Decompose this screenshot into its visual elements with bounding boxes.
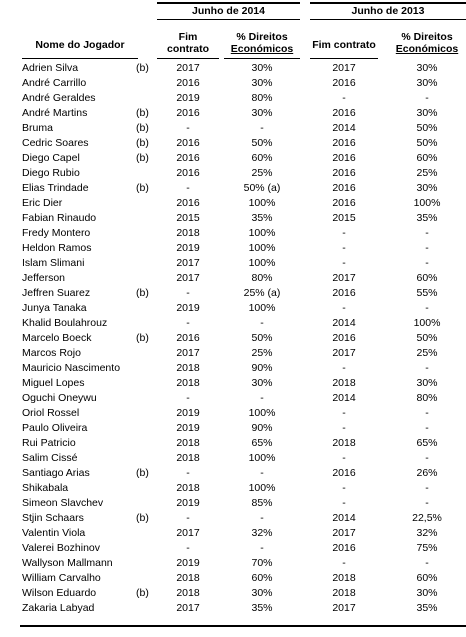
player-name: Simeon Slavchev xyxy=(22,497,104,509)
table-bottom-rule xyxy=(20,625,466,627)
player-name: Wilson Eduardo xyxy=(22,587,97,599)
player-name: Fabian Rinaudo xyxy=(22,212,97,224)
econ-rights-2013: - xyxy=(425,482,429,494)
contract-end-2014: 2018 xyxy=(176,362,200,374)
contract-end-2013: - xyxy=(342,497,346,509)
econ-rights-2013: - xyxy=(425,362,429,374)
player-name: Fredy Montero xyxy=(22,227,91,239)
column-header-econ-rights-2013 xyxy=(388,31,466,55)
contract-end-2014: 2016 xyxy=(176,107,200,119)
player-name: Rui Patricio xyxy=(22,437,76,449)
table-row xyxy=(0,376,466,391)
note-marker: (b) xyxy=(136,182,149,194)
table-row xyxy=(0,106,466,121)
note-marker: (b) xyxy=(136,332,149,344)
econ-rights-2014: 65% xyxy=(251,437,273,449)
contract-end-2014: 2015 xyxy=(176,212,200,224)
contract-end-2013: 2018 xyxy=(332,572,356,584)
table-row xyxy=(0,166,466,181)
table-row xyxy=(0,571,466,586)
header-bottom-rule-name xyxy=(22,58,138,59)
econ-rights-2013: 25% xyxy=(416,167,438,179)
econ-rights-2014: 80% xyxy=(251,272,273,284)
column-header-contract-end-2013: Fim contrato xyxy=(312,39,376,51)
player-name: Zakaria Labyad xyxy=(22,602,95,614)
note-marker: (b) xyxy=(136,287,149,299)
contract-end-2013: 2016 xyxy=(332,167,356,179)
table-row xyxy=(0,526,466,541)
econ-rights-2013: - xyxy=(425,242,429,254)
column-header-econ-rights-2014 xyxy=(224,31,300,55)
table-row xyxy=(0,61,466,76)
contract-end-2014: 2016 xyxy=(176,167,200,179)
econ-rights-2013: 30% xyxy=(416,182,438,194)
econ-rights-2013: 30% xyxy=(416,377,438,389)
contract-end-2013: 2016 xyxy=(332,542,356,554)
econ-rights-2013: 30% xyxy=(416,587,438,599)
player-name: Jefferson xyxy=(22,272,65,284)
note-marker: (b) xyxy=(136,122,149,134)
contract-end-2014: 2017 xyxy=(176,347,200,359)
contract-end-2014: 2017 xyxy=(176,527,200,539)
contract-end-2013: 2017 xyxy=(332,347,356,359)
econ-rights-2014: 100% xyxy=(248,452,276,464)
econ-rights-2013: 65% xyxy=(416,437,438,449)
player-name: Khalid Boulahrouz xyxy=(22,317,108,329)
contract-end-2013: - xyxy=(342,227,346,239)
econ-rights-2014: 25% xyxy=(251,347,273,359)
contract-end-2014: 2017 xyxy=(176,602,200,614)
econ-rights-2014: - xyxy=(260,542,264,554)
econ-rights-2013: 30% xyxy=(416,107,438,119)
econ-rights-2013: 26% xyxy=(416,467,438,479)
table-row xyxy=(0,316,466,331)
player-name: André Carrillo xyxy=(22,77,87,89)
econ-rights-2013: - xyxy=(425,422,429,434)
note-marker: (b) xyxy=(136,62,149,74)
player-name: Eric Dier xyxy=(22,197,63,209)
contract-end-2013: - xyxy=(342,557,346,569)
player-name: Stjin Schaars xyxy=(22,512,84,524)
contract-end-2014: - xyxy=(186,392,190,404)
table-row xyxy=(0,601,466,616)
header-bottom-rule-fim-2014 xyxy=(157,58,219,59)
econ-rights-2013: 60% xyxy=(416,572,438,584)
contract-end-2013: 2016 xyxy=(332,182,356,194)
player-name: Diego Rubio xyxy=(22,167,80,179)
econ-rights-2013: - xyxy=(425,557,429,569)
econ-rights-2014: 30% xyxy=(251,77,273,89)
econ-rights-2014: 50% xyxy=(251,332,273,344)
table-row xyxy=(0,151,466,166)
contract-end-2013: - xyxy=(342,482,346,494)
contract-end-2013: - xyxy=(342,422,346,434)
contract-end-2013: 2016 xyxy=(332,287,356,299)
player-name: Junya Tanaka xyxy=(22,302,87,314)
contract-end-2013: - xyxy=(342,407,346,419)
table-row xyxy=(0,271,466,286)
contract-end-2013: 2016 xyxy=(332,467,356,479)
note-marker: (b) xyxy=(136,587,149,599)
econ-rights-2014: 50% (a) xyxy=(243,182,281,194)
contract-end-2013: - xyxy=(342,302,346,314)
econ-rights-2014: 25% xyxy=(251,167,273,179)
contract-end-2014: - xyxy=(186,182,190,194)
contract-end-2013: 2016 xyxy=(332,107,356,119)
contract-end-2014: 2019 xyxy=(176,242,200,254)
player-name: Santiago Arias xyxy=(22,467,90,479)
contract-end-2014: 2019 xyxy=(176,497,200,509)
header-top-rule-2013 xyxy=(310,2,466,4)
econ-rights-2013: 30% xyxy=(416,62,438,74)
period-header-2014: Junho de 2014 xyxy=(192,5,265,17)
column-header-contract-end-2014 xyxy=(157,31,219,55)
table-row xyxy=(0,451,466,466)
econ-rights-2013: 50% xyxy=(416,137,438,149)
period-header-2013: Junho de 2013 xyxy=(351,5,425,17)
table-row xyxy=(0,496,466,511)
econ-rights-2014: 100% xyxy=(248,407,276,419)
player-name: Heldon Ramos xyxy=(22,242,92,254)
player-name: Miguel Lopes xyxy=(22,377,85,389)
note-marker: (b) xyxy=(136,152,149,164)
contract-end-2013: - xyxy=(342,242,346,254)
table-row xyxy=(0,586,466,601)
player-name: Jeffren Suarez xyxy=(22,287,91,299)
econ-rights-2013: 50% xyxy=(416,122,438,134)
contract-end-2014: 2018 xyxy=(176,437,200,449)
period-underline-2013 xyxy=(310,19,466,20)
econ-rights-2014: 100% xyxy=(248,197,276,209)
player-name: Wallyson Mallmann xyxy=(22,557,113,569)
econ-rights-2013: 22,5% xyxy=(412,512,442,524)
table-row xyxy=(0,301,466,316)
contract-end-2014: - xyxy=(186,467,190,479)
econ-rights-2014: 100% xyxy=(248,257,276,269)
econ-rights-2013: - xyxy=(425,407,429,419)
econ-rights-2014: 30% xyxy=(251,587,273,599)
player-name: Mauricio Nascimento xyxy=(22,362,121,374)
table-row xyxy=(0,286,466,301)
econ-rights-2013: - xyxy=(425,257,429,269)
econ-rights-2013: 55% xyxy=(416,287,438,299)
econ-rights-2013: - xyxy=(425,227,429,239)
contract-end-2014: 2019 xyxy=(176,422,200,434)
econ-rights-2014: 30% xyxy=(251,107,273,119)
econ-rights-2013: 25% xyxy=(416,347,438,359)
econ-rights-2013: 35% xyxy=(416,212,438,224)
econ-rights-2014: 90% xyxy=(251,362,273,374)
player-name: Oguchi Oneywu xyxy=(22,392,97,404)
player-name: Marcelo Boeck xyxy=(22,332,92,344)
contract-end-2014: 2017 xyxy=(176,62,200,74)
player-name: Valentin Viola xyxy=(22,527,86,539)
player-name: William Carvalho xyxy=(22,572,101,584)
econ-rights-2013: 60% xyxy=(416,272,438,284)
contract-end-2014: 2019 xyxy=(176,302,200,314)
econ-rights-2014: 30% xyxy=(251,377,273,389)
note-marker: (b) xyxy=(136,512,149,524)
table-row xyxy=(0,541,466,556)
table-row xyxy=(0,241,466,256)
econ-rights-2014: 60% xyxy=(251,152,273,164)
contract-end-2013: 2017 xyxy=(332,527,356,539)
table-row xyxy=(0,226,466,241)
econ-rights-2013: 32% xyxy=(416,527,438,539)
contract-end-2014: - xyxy=(186,122,190,134)
table-row xyxy=(0,481,466,496)
player-name: Cedric Soares xyxy=(22,137,89,149)
econ-rights-2014: - xyxy=(260,467,264,479)
table-row xyxy=(0,556,466,571)
econ-rights-2014: 25% (a) xyxy=(243,287,281,299)
contract-end-2013: - xyxy=(342,257,346,269)
contract-end-2013: 2016 xyxy=(332,332,356,344)
header-bottom-rule-pct-2014 xyxy=(224,58,300,59)
contract-end-2014: 2019 xyxy=(176,557,200,569)
table-row xyxy=(0,136,466,151)
econ-rights-2013: 100% xyxy=(413,197,441,209)
econ-rights-2014: 100% xyxy=(248,227,276,239)
econ-rights-2013: 100% xyxy=(413,317,441,329)
table-row xyxy=(0,256,466,271)
econ-rights-2014: 32% xyxy=(251,527,273,539)
econ-rights-2014: - xyxy=(260,317,264,329)
contract-end-2014: 2018 xyxy=(176,377,200,389)
player-name: Valerei Bozhinov xyxy=(22,542,101,554)
contract-end-2014: 2018 xyxy=(176,227,200,239)
econ-rights-2014: 60% xyxy=(251,572,273,584)
table-row xyxy=(0,121,466,136)
contract-end-2013: 2014 xyxy=(332,512,356,524)
player-name: André Martins xyxy=(22,107,88,119)
table-row xyxy=(0,331,466,346)
table-row xyxy=(0,211,466,226)
table-row xyxy=(0,466,466,481)
table-row xyxy=(0,391,466,406)
player-name: Paulo Oliveira xyxy=(22,422,88,434)
contract-end-2014: 2016 xyxy=(176,197,200,209)
player-name: Elias Trindade xyxy=(22,182,89,194)
contract-end-2014: - xyxy=(186,542,190,554)
note-marker: (b) xyxy=(136,107,149,119)
column-header-econ-rights-2014-line1: % Direitos xyxy=(236,31,288,43)
econ-rights-2013: 50% xyxy=(416,332,438,344)
player-name: Shikabala xyxy=(22,482,69,494)
contract-end-2013: 2014 xyxy=(332,392,356,404)
note-marker: (b) xyxy=(136,467,149,479)
player-name: Marcos Rojo xyxy=(22,347,81,359)
column-header-player-name: Nome do Jogador xyxy=(35,39,125,51)
econ-rights-2013: 35% xyxy=(416,602,438,614)
header-bottom-rule-fim-2013 xyxy=(310,58,378,59)
contract-end-2014: - xyxy=(186,287,190,299)
econ-rights-2014: 70% xyxy=(251,557,273,569)
econ-rights-2014: 100% xyxy=(248,242,276,254)
econ-rights-2014: 35% xyxy=(251,212,273,224)
contract-end-2014: 2016 xyxy=(176,77,200,89)
column-header-econ-rights-2013-line2: Económicos xyxy=(395,43,459,55)
table-row xyxy=(0,421,466,436)
econ-rights-2013: - xyxy=(425,92,429,104)
player-name: Adrien Silva xyxy=(22,62,79,74)
contract-end-2013: 2016 xyxy=(332,152,356,164)
econ-rights-2013: 80% xyxy=(416,392,438,404)
table-row xyxy=(0,406,466,421)
contract-end-2013: 2018 xyxy=(332,437,356,449)
player-name: Bruma xyxy=(22,122,53,134)
econ-rights-2014: 80% xyxy=(251,92,273,104)
econ-rights-2013: - xyxy=(425,497,429,509)
column-header-contract-end-2014-line2: contrato xyxy=(167,43,209,55)
econ-rights-2013: 60% xyxy=(416,152,438,164)
econ-rights-2014: 30% xyxy=(251,62,273,74)
table-row xyxy=(0,196,466,211)
contract-end-2013: 2017 xyxy=(332,272,356,284)
player-name: Diego Capel xyxy=(22,152,80,164)
contract-end-2013: 2018 xyxy=(332,377,356,389)
econ-rights-2014: 90% xyxy=(251,422,273,434)
econ-rights-2014: 50% xyxy=(251,137,273,149)
econ-rights-2013: - xyxy=(425,302,429,314)
econ-rights-2014: - xyxy=(260,512,264,524)
econ-rights-2014: - xyxy=(260,392,264,404)
contract-end-2013: 2017 xyxy=(332,602,356,614)
note-marker: (b) xyxy=(136,137,149,149)
table-row xyxy=(0,511,466,526)
contract-end-2014: 2017 xyxy=(176,272,200,284)
player-name: Islam Slimani xyxy=(22,257,85,269)
contract-end-2013: 2014 xyxy=(332,317,356,329)
player-name: Oriol Rossel xyxy=(22,407,80,419)
contract-end-2014: 2017 xyxy=(176,257,200,269)
table-row xyxy=(0,436,466,451)
contract-end-2014: 2016 xyxy=(176,332,200,344)
contract-end-2014: - xyxy=(186,317,190,329)
column-header-econ-rights-2014-line2: Económicos xyxy=(230,43,294,55)
contract-end-2013: - xyxy=(342,362,346,374)
column-header-econ-rights-2013-line1: % Direitos xyxy=(401,31,453,43)
contract-end-2013: 2016 xyxy=(332,197,356,209)
contract-end-2014: 2016 xyxy=(176,152,200,164)
period-underline-2014 xyxy=(157,19,300,20)
contract-end-2014: 2018 xyxy=(176,587,200,599)
contract-end-2014: 2019 xyxy=(176,407,200,419)
contract-end-2013: 2015 xyxy=(332,212,356,224)
econ-rights-2014: - xyxy=(260,122,264,134)
table-row xyxy=(0,181,466,196)
contract-end-2013: 2016 xyxy=(332,77,356,89)
contract-end-2014: 2018 xyxy=(176,482,200,494)
econ-rights-2013: - xyxy=(425,452,429,464)
player-name: André Geraldes xyxy=(22,92,96,104)
contract-end-2013: 2016 xyxy=(332,137,356,149)
econ-rights-2013: 75% xyxy=(416,542,438,554)
contract-end-2013: 2018 xyxy=(332,587,356,599)
econ-rights-2014: 100% xyxy=(248,482,276,494)
player-name: Salim Cissé xyxy=(22,452,78,464)
contract-end-2014: 2018 xyxy=(176,452,200,464)
contract-end-2013: 2014 xyxy=(332,122,356,134)
table-row xyxy=(0,91,466,106)
econ-rights-2014: 100% xyxy=(248,302,276,314)
econ-rights-2014: 35% xyxy=(251,602,273,614)
contract-end-2014: 2019 xyxy=(176,92,200,104)
header-top-rule-2014 xyxy=(157,2,300,4)
table-row xyxy=(0,76,466,91)
table-row xyxy=(0,346,466,361)
contract-end-2014: - xyxy=(186,512,190,524)
contract-end-2013: 2017 xyxy=(332,62,356,74)
contract-end-2014: 2018 xyxy=(176,572,200,584)
econ-rights-2013: 30% xyxy=(416,77,438,89)
econ-rights-2014: 85% xyxy=(251,497,273,509)
column-header-contract-end-2014-line1: Fim xyxy=(178,31,198,43)
contract-end-2014: 2016 xyxy=(176,137,200,149)
contract-end-2013: - xyxy=(342,92,346,104)
table-row xyxy=(0,361,466,376)
contract-end-2013: - xyxy=(342,452,346,464)
